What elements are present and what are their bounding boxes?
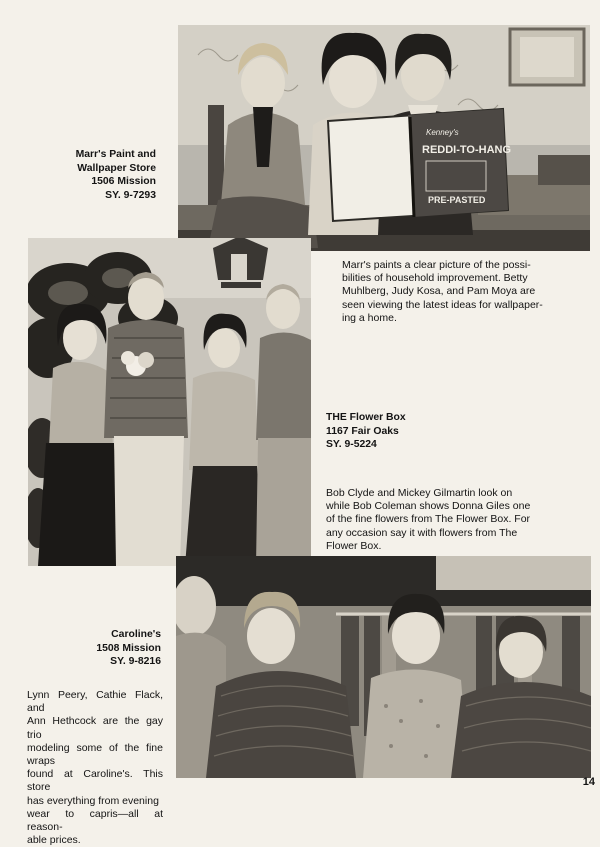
caption-flower-box: [326, 487, 562, 553]
caption-line: ing a home.: [342, 311, 397, 324]
caption-line: Bob Clyde and Mickey Gilmartin look on: [326, 487, 513, 499]
photo-carolines: [176, 556, 591, 778]
caption-marrs: [342, 259, 556, 325]
caption-line: able prices.: [27, 834, 81, 847]
caption-line: found at Caroline's. This store: [27, 768, 163, 794]
ad-marrs-paint: [76, 148, 156, 202]
caption-line: Flower Box.: [326, 539, 382, 552]
caption-line: Marr's paints a clear picture of the possi-: [342, 259, 531, 271]
photo-flower-box: [28, 238, 311, 566]
caption-line: has everything from evening: [27, 794, 159, 807]
caption-line: seen viewing the latest ideas for wallpaper-: [342, 298, 543, 311]
caption-line: of the fine flowers from The Flower Box. For: [326, 513, 531, 526]
ad-marrs-address: 1506 Mission: [91, 176, 156, 187]
caption-line: wear to capris—all at reason-: [27, 807, 163, 834]
caption-line: bilities of household improvement. Betty: [342, 272, 528, 285]
ad-caroline-phone: SY. 9-8216: [110, 656, 161, 667]
ad-caroline-name: Caroline's: [111, 629, 161, 640]
caption-line: Lynn Peery, Cathie Flack, and: [27, 689, 163, 715]
caption-line: Muhlberg, Judy Kosa, and Pam Moya are: [342, 285, 536, 298]
book-cover-brand: Kenney's: [426, 128, 459, 137]
ad-marrs-name-line1: Marr's Paint and: [75, 149, 156, 160]
caption-line: any occasion say it with flowers from The: [326, 526, 518, 539]
ad-marrs-phone: SY. 9-7293: [105, 189, 156, 201]
book-cover-subtitle: PRE-PASTED: [428, 195, 486, 205]
caption-carolines: [27, 689, 163, 847]
book-cover-title: REDDI-TO-HANG: [422, 144, 512, 156]
ad-flower-name: THE Flower Box: [326, 412, 406, 423]
ad-flower-box: [326, 411, 406, 452]
photo-marrs-wallpaper: [178, 25, 590, 251]
ad-carolines: [96, 628, 161, 669]
ad-caroline-address: 1508 Mission: [96, 642, 161, 654]
caption-line: Ann Hethcock are the gay trio: [27, 715, 163, 741]
caption-line: while Bob Coleman shows Donna Giles one: [326, 500, 531, 513]
page-number: 14: [582, 776, 595, 788]
ad-marrs-name-line2: Wallpaper Store: [77, 162, 156, 174]
caption-line: modeling some of the fine wraps: [27, 741, 163, 768]
ad-flower-phone: SY. 9-5224: [326, 439, 377, 450]
ad-flower-address: 1167 Fair Oaks: [326, 425, 399, 437]
